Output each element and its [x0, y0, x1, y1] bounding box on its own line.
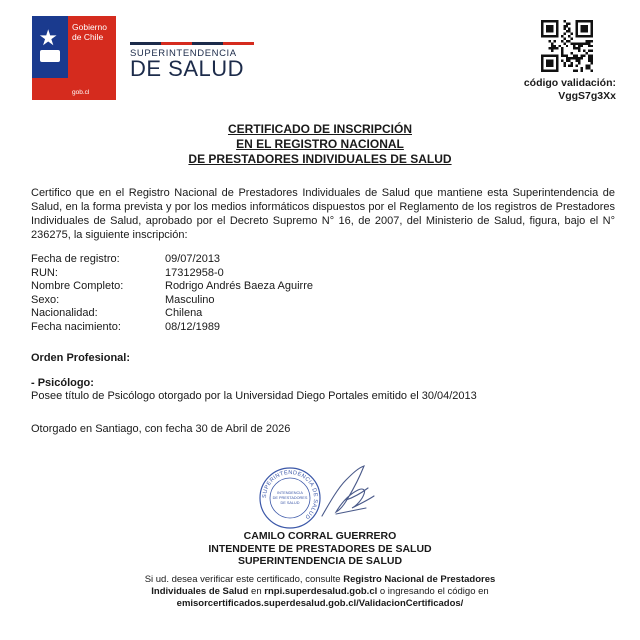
- gob-logo-line2: de Chile: [72, 32, 104, 42]
- field-row: [31, 321, 313, 335]
- gob-logo-line1: Gobierno: [72, 22, 107, 32]
- signer-organization: SUPERINTENDENCIA DE SALUD: [237, 555, 403, 567]
- seal-inner-line1: INTENDENCIA: [277, 491, 303, 495]
- logo-de-salud-text: DE SALUD: [130, 56, 245, 81]
- field-row: [31, 267, 313, 281]
- signer-name: CAMILO CORRAL GUERRERO: [243, 530, 397, 542]
- field-label: Fecha nacimiento:: [31, 320, 121, 333]
- orden-profesional-heading: Orden Profesional:: [31, 352, 131, 364]
- logo-superintendencia-text: SUPERINTENDENCIA: [130, 48, 237, 59]
- validation-code: VggS7g3Xx: [558, 90, 616, 102]
- field-label: Sexo:: [31, 293, 60, 306]
- field-label: RUN:: [31, 266, 58, 279]
- field-value: 09/07/2013: [165, 253, 221, 265]
- validation-block: [524, 77, 616, 103]
- profession-description: Posee título de Psicólogo otorgado por la Universidad Diego Portales emitido el 30/04/2013: [31, 390, 477, 402]
- signer-block: [0, 530, 640, 568]
- certification-paragraph: Certifico que en el Registro Nacional de Prestadores Individuales de Salud que mantiene esta Superintendencia de Salud, en la forma prevista y por los medios informáticos dispuestos por el Reglamento de los registros de Prestadores Individuales de Salud, aprobado por el Decreto Supremo N° 16, de 2007, del Ministerio de Salud, figura, bajo el N° 236275, la siguiente inscripción:: [31, 187, 615, 241]
- seal-inner-line2: DE PRESTADORES: [272, 496, 308, 500]
- issued-date-statement: Otorgado en Santiago, con fecha 30 de Abril de 2026: [31, 423, 291, 435]
- field-value: Chilena: [165, 307, 203, 319]
- title-line-3: DE PRESTADORES INDIVIDUALES DE SALUD: [188, 152, 452, 166]
- field-label: Fecha de registro:: [31, 253, 120, 265]
- field-label: Nacionalidad:: [31, 307, 98, 319]
- certificate-title: [0, 122, 640, 167]
- field-label: Nombre Completo:: [31, 280, 124, 292]
- gob-logo-url: gob.cl: [72, 89, 90, 96]
- field-value: Masculino: [165, 293, 215, 306]
- footer-text: o ingresando el código en: [377, 586, 489, 597]
- footer-text: Si ud. desea verificar este certificado, consulte: [144, 574, 344, 585]
- field-row: [31, 294, 313, 308]
- verification-footer: [0, 574, 640, 610]
- registration-fields: [31, 253, 313, 334]
- footer-site-link[interactable]: rnpi.superdesalud.gob.cl: [264, 586, 378, 597]
- footer-text: en: [248, 586, 265, 597]
- field-value: 08/12/1989: [165, 320, 221, 333]
- seal-inner-line3: DE SALUD: [280, 501, 300, 505]
- qr-code-icon: [541, 20, 593, 72]
- field-value: Rodrigo Andrés Baeza Aguirre: [165, 280, 313, 292]
- seal-outer-text: SUPERINTENDENCIA DE SALUD: [261, 469, 319, 521]
- field-value: 17312958-0: [165, 266, 224, 279]
- footer-registry-name-cont: Individuales de Salud: [151, 586, 249, 597]
- superintendencia-logo: [130, 42, 260, 82]
- profession-title: - Psicólogo:: [31, 377, 94, 389]
- footer-registry-name: Registro Nacional de Prestadores: [343, 574, 496, 585]
- field-row: [31, 253, 313, 267]
- signer-role: INTENDENTE DE PRESTADORES DE SALUD: [208, 542, 432, 555]
- footer-validation-link[interactable]: emisorcertificados.superdesalud.gob.cl/ValidacionCertificados/: [176, 598, 464, 609]
- field-row: [31, 307, 313, 321]
- title-line-1: CERTIFICADO DE INSCRIPCIÓN: [227, 122, 412, 136]
- official-seal: [258, 466, 322, 530]
- field-row: [31, 280, 313, 294]
- handwritten-signature: [316, 458, 382, 526]
- gobierno-de-chile-logo: [32, 16, 116, 100]
- validation-label: código validación:: [523, 77, 616, 89]
- logo-color-bar: [130, 42, 254, 45]
- title-line-2: EN EL REGISTRO NACIONAL: [236, 137, 404, 151]
